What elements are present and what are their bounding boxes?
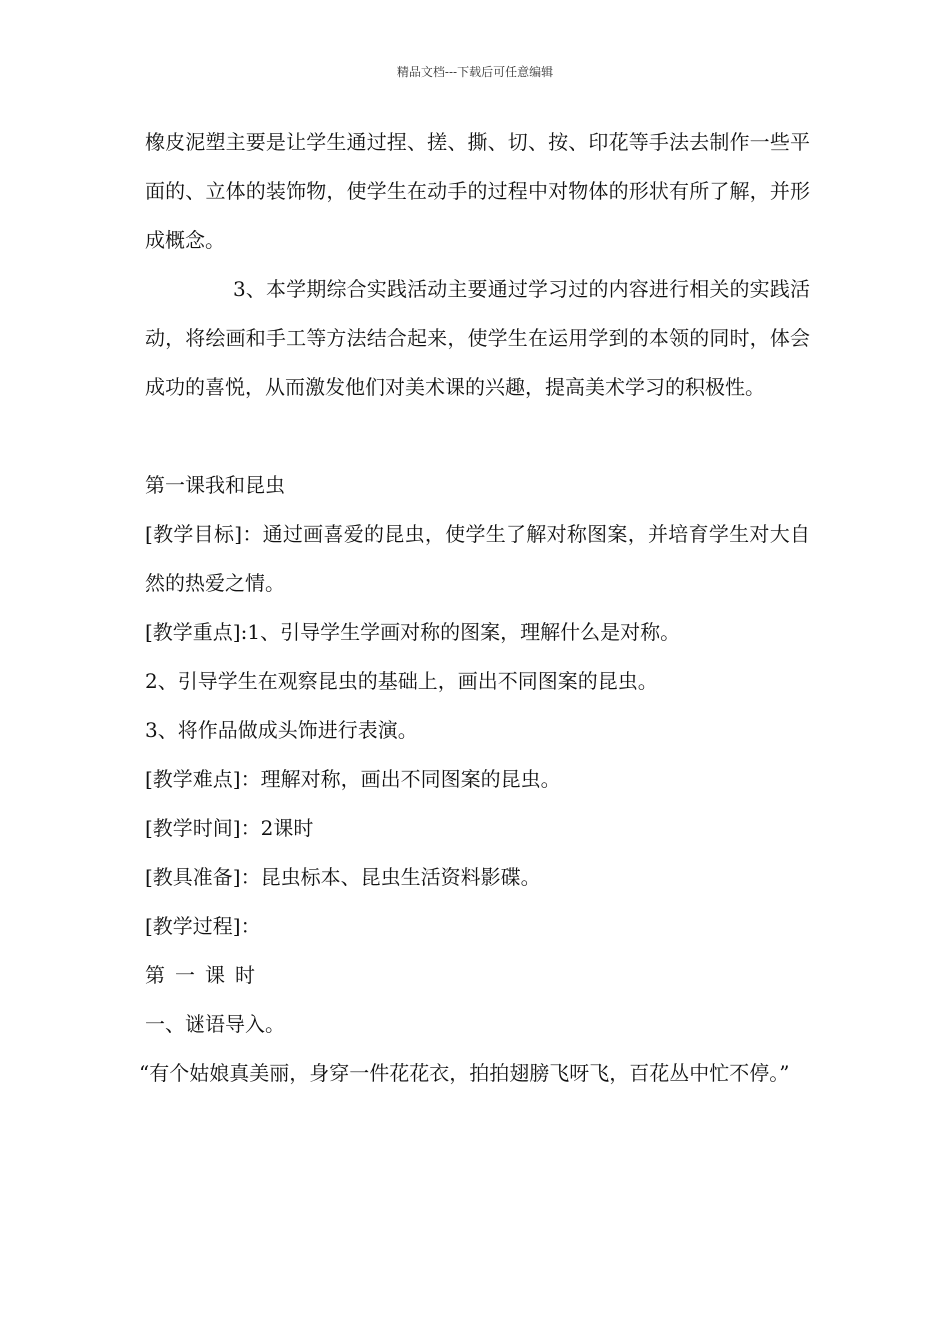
blank-line (145, 412, 810, 461)
teaching-materials: [教具准备]：昆虫标本、昆虫生活资料影碟。 (145, 865, 541, 889)
teaching-time: [教学时间]：2课时 (145, 816, 314, 840)
document-body (139, 118, 810, 1098)
lesson-title: 第一课我和昆虫 (145, 473, 285, 497)
key-point-3: 3、将作品做成头饰进行表演。 (145, 718, 418, 742)
riddle-quote: “有个姑娘真美丽，身穿一件花花衣，拍拍翅膀飞呀飞，百花丛中忙不停。” (139, 1061, 790, 1085)
step-riddle-intro: 一、谜语导入。 (145, 1012, 285, 1036)
key-point-2: 2、引导学生在观察昆虫的基础上，画出不同图案的昆虫。 (145, 669, 658, 693)
page-header: 精品文档---下载后可任意编辑 (396, 65, 554, 79)
paragraph-practice-activity: 3、本学期综合实践活动主要通过学习过的内容进行相关的实践活动，将绘画和手工等方法结合起来，使学生在运用学到的本领的同时，体会成功的喜悦，从而激发他们对美术课的兴趣，提高美术学习的积极性。 (145, 277, 810, 399)
teaching-process: [教学过程]： (145, 914, 261, 938)
key-point-1: [教学重点]:1、引导学生学画对称的图案，理解什么是对称。 (145, 620, 681, 644)
paragraph-plasticine: 橡皮泥塑主要是让学生通过捏、搓、撕、切、按、印花等手法去制作一些平面的、立体的装饰物，使学生在动手的过程中对物体的形状有所了解，并形成概念。 (145, 130, 810, 252)
first-period-heading: 第一课时 (145, 963, 265, 987)
teaching-objective: [教学目标]：通过画喜爱的昆虫，使学生了解对称图案，并培育学生对大自然的热爱之情。 (145, 522, 810, 595)
teaching-difficulty: [教学难点]：理解对称，画出不同图案的昆虫。 (145, 767, 561, 791)
